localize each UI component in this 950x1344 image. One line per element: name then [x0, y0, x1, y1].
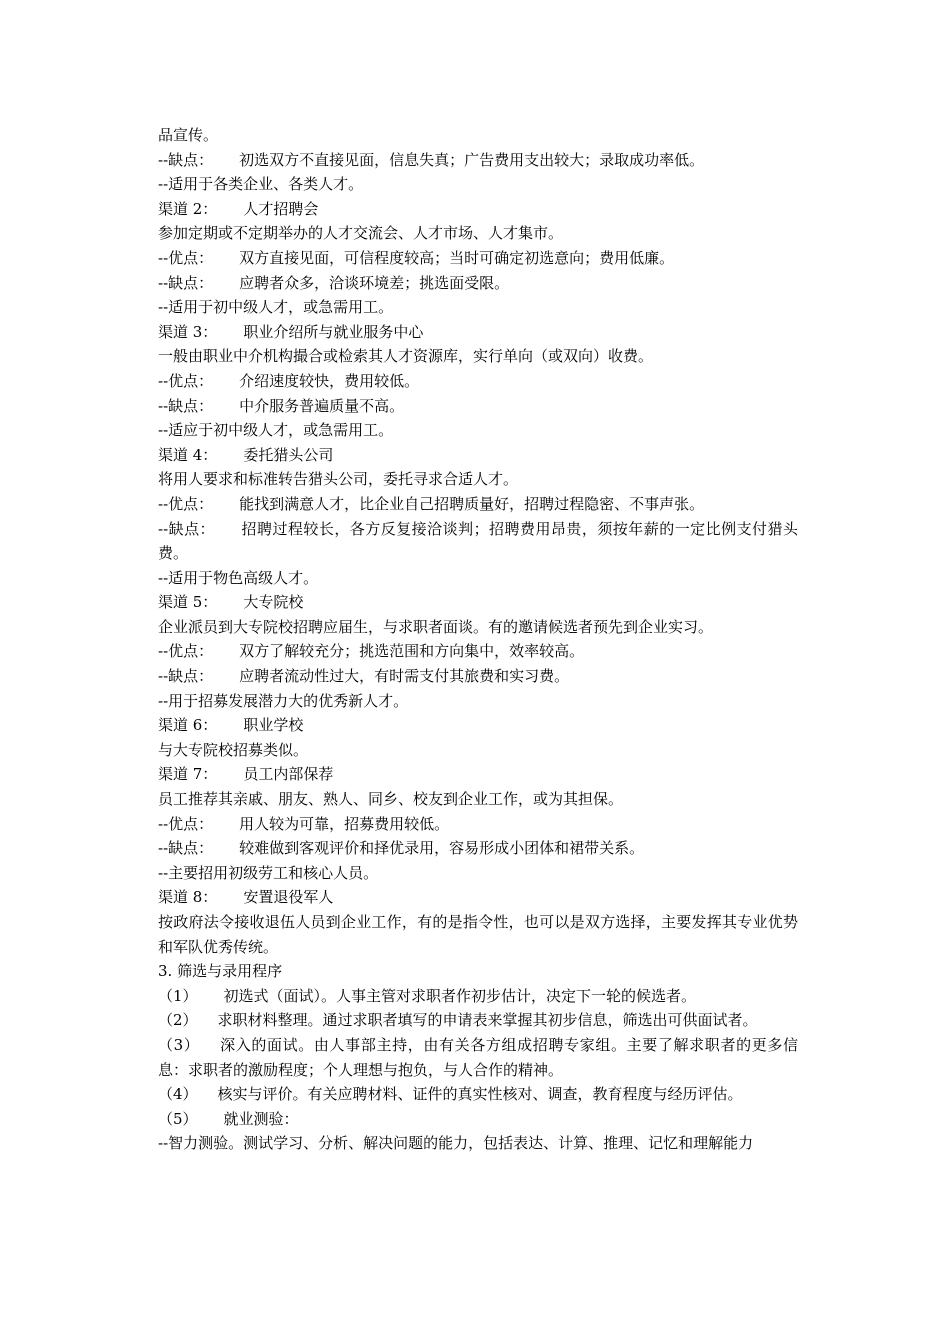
- line-lead: 按政府法令接收退伍人员到企业工作，有的是指令性，也可以是双方选择，主要发挥其专业优势和军队优秀传统。: [158, 913, 798, 956]
- line-body: 安置退役军人: [243, 888, 334, 907]
- line-body: 员工内部保荐: [243, 765, 334, 784]
- line-body: 应聘者流动性过大，有时需支付其旅费和实习费。: [239, 667, 570, 686]
- text-line: [158, 689, 798, 714]
- text-line: [158, 443, 798, 468]
- line-lead: --优点：: [158, 814, 214, 833]
- text-line: [158, 910, 798, 959]
- text-line: [158, 984, 798, 1009]
- line-lead: 渠道 6：: [158, 716, 218, 735]
- line-body: 职业介绍所与就业服务中心: [243, 322, 424, 341]
- line-body: 中介服务普遍质量不高。: [239, 396, 405, 415]
- line-lead: （1）: [158, 986, 198, 1005]
- line-lead: （3）: [158, 1035, 200, 1054]
- document-page: [158, 123, 798, 1156]
- text-line: [158, 861, 798, 886]
- line-lead: （5）: [158, 1109, 198, 1128]
- line-body: 核实与评价。有关应聘材料、证件的真实性核对、调查，教育程度与经历评估。: [217, 1085, 743, 1104]
- text-line: [158, 492, 798, 517]
- line-body: 双方直接见面，可信程度较高；当时可确定初选意向；费用低廉。: [239, 248, 675, 267]
- text-line: [158, 959, 798, 984]
- line-lead: 渠道 4：: [158, 445, 218, 464]
- line-lead: --缺点：: [158, 667, 214, 686]
- text-line: [158, 787, 798, 812]
- text-line: [158, 369, 798, 394]
- line-lead: 渠道 5：: [158, 593, 218, 612]
- text-line: [158, 394, 798, 419]
- line-lead: --适用于各类企业、各类人才。: [158, 175, 364, 194]
- text-line: [158, 762, 798, 787]
- text-line: [158, 517, 798, 566]
- line-body: 大专院校: [243, 593, 304, 612]
- line-lead: --适用于物色高级人才。: [158, 568, 319, 587]
- line-lead: --主要招用初级劳工和核心人员。: [158, 863, 379, 882]
- text-line: [158, 1131, 798, 1156]
- line-body: 职业学校: [243, 716, 304, 735]
- text-line: [158, 738, 798, 763]
- line-lead: 品宣传。: [158, 126, 219, 144]
- text-line: [158, 418, 798, 443]
- line-lead: 渠道 3：: [158, 322, 218, 341]
- text-line: [158, 664, 798, 689]
- line-lead: （2）: [158, 1011, 198, 1030]
- line-body: 深入的面试。由人事部主持，由有关各方组成招聘专家组。主要了解求职者的更多信息：求职者的激励程度；个人理想与抱负，与人合作的精神。: [158, 1035, 798, 1079]
- line-lead: 3. 筛选与录用程序: [158, 962, 283, 981]
- line-lead: 企业派员到大专院校招聘应届生，与求职者面谈。有的邀请候选者预先到企业实习。: [158, 617, 714, 636]
- text-line: [158, 615, 798, 640]
- line-body: 介绍速度较快，费用较低。: [239, 371, 420, 390]
- text-line: [158, 246, 798, 271]
- text-line: [158, 1082, 798, 1107]
- text-line: [158, 1033, 798, 1082]
- line-body: 求职材料整理。通过求职者填写的申请表来掌握其初步信息，筛选出可供面试者。: [217, 1011, 758, 1030]
- text-line: [158, 172, 798, 197]
- line-lead: --智力测验。测试学习、分析、解决问题的能力，包括表达、计算、推理、记忆和理解能力: [158, 1134, 754, 1153]
- line-lead: （4）: [158, 1085, 198, 1104]
- line-lead: --缺点：: [158, 839, 214, 858]
- line-lead: --缺点：: [158, 273, 214, 292]
- line-lead: 一般由职业中介机构撮合或检索其人才资源库，实行单向（或双向）收费。: [158, 347, 654, 366]
- text-line: [158, 812, 798, 837]
- text-line: [158, 1008, 798, 1033]
- text-line: [158, 148, 798, 173]
- line-lead: --优点：: [158, 494, 214, 513]
- text-line: [158, 320, 798, 345]
- line-lead: --适应于初中级人才，或急需用工。: [158, 421, 394, 440]
- text-line: [158, 590, 798, 615]
- line-lead: 渠道 2：: [158, 199, 218, 218]
- line-lead: --缺点：: [158, 519, 216, 538]
- line-body: 初选双方不直接见面，信息失真；广告费用支出较大；录取成功率低。: [239, 150, 705, 169]
- line-body: 招聘过程较长，各方反复接洽谈判；招聘费用昂贵，须按年薪的一定比例支付猎头费。: [158, 519, 798, 563]
- line-body: 就业测验：: [223, 1109, 299, 1128]
- line-lead: 与大专院校招募类似。: [158, 740, 309, 759]
- line-body: 较难做到客观评价和择优录用，容易形成小团体和裙带关系。: [239, 839, 645, 858]
- line-lead: 渠道 7：: [158, 765, 218, 784]
- line-lead: --缺点：: [158, 396, 214, 415]
- text-line: [158, 197, 798, 222]
- text-line: [158, 1107, 798, 1132]
- text-line: [158, 566, 798, 591]
- line-lead: --优点：: [158, 248, 214, 267]
- text-line: [158, 271, 798, 296]
- line-lead: --缺点：: [158, 150, 214, 169]
- line-body: 双方了解较充分；挑选范围和方向集中，效率较高。: [239, 642, 585, 661]
- text-line: [158, 344, 798, 369]
- text-line: [158, 885, 798, 910]
- text-line: [158, 467, 798, 492]
- line-lead: --用于招募发展潜力大的优秀新人才。: [158, 691, 409, 710]
- line-lead: 员工推荐其亲戚、朋友、熟人、同乡、校友到企业工作，或为其担保。: [158, 790, 624, 809]
- text-line: [158, 713, 798, 738]
- line-lead: --适用于初中级人才，或急需用工。: [158, 298, 394, 317]
- line-body: 能找到满意人才，比企业自己招聘质量好，招聘过程隐密、不事声张。: [239, 494, 705, 513]
- text-line: [158, 836, 798, 861]
- line-lead: --优点：: [158, 371, 214, 390]
- line-lead: 渠道 8：: [158, 888, 218, 907]
- line-body: 委托猎头公司: [243, 445, 334, 464]
- line-lead: 将用人要求和标准转告猎头公司，委托寻求合适人才。: [158, 470, 519, 489]
- text-line: [158, 123, 798, 148]
- line-body: 初选式（面试）。人事主管对求职者作初步估计，决定下一轮的候选者。: [223, 986, 697, 1005]
- text-line: [158, 295, 798, 320]
- line-lead: --优点：: [158, 642, 214, 661]
- text-line: [158, 221, 798, 246]
- line-body: 应聘者众多，洽谈环境差；挑选面受限。: [239, 273, 510, 292]
- line-body: 用人较为可靠，招募费用较低。: [239, 814, 450, 833]
- line-lead: 参加定期或不定期举办的人才交流会、人才市场、人才集市。: [158, 224, 564, 243]
- line-body: 人才招聘会: [243, 199, 319, 218]
- text-line: [158, 639, 798, 664]
